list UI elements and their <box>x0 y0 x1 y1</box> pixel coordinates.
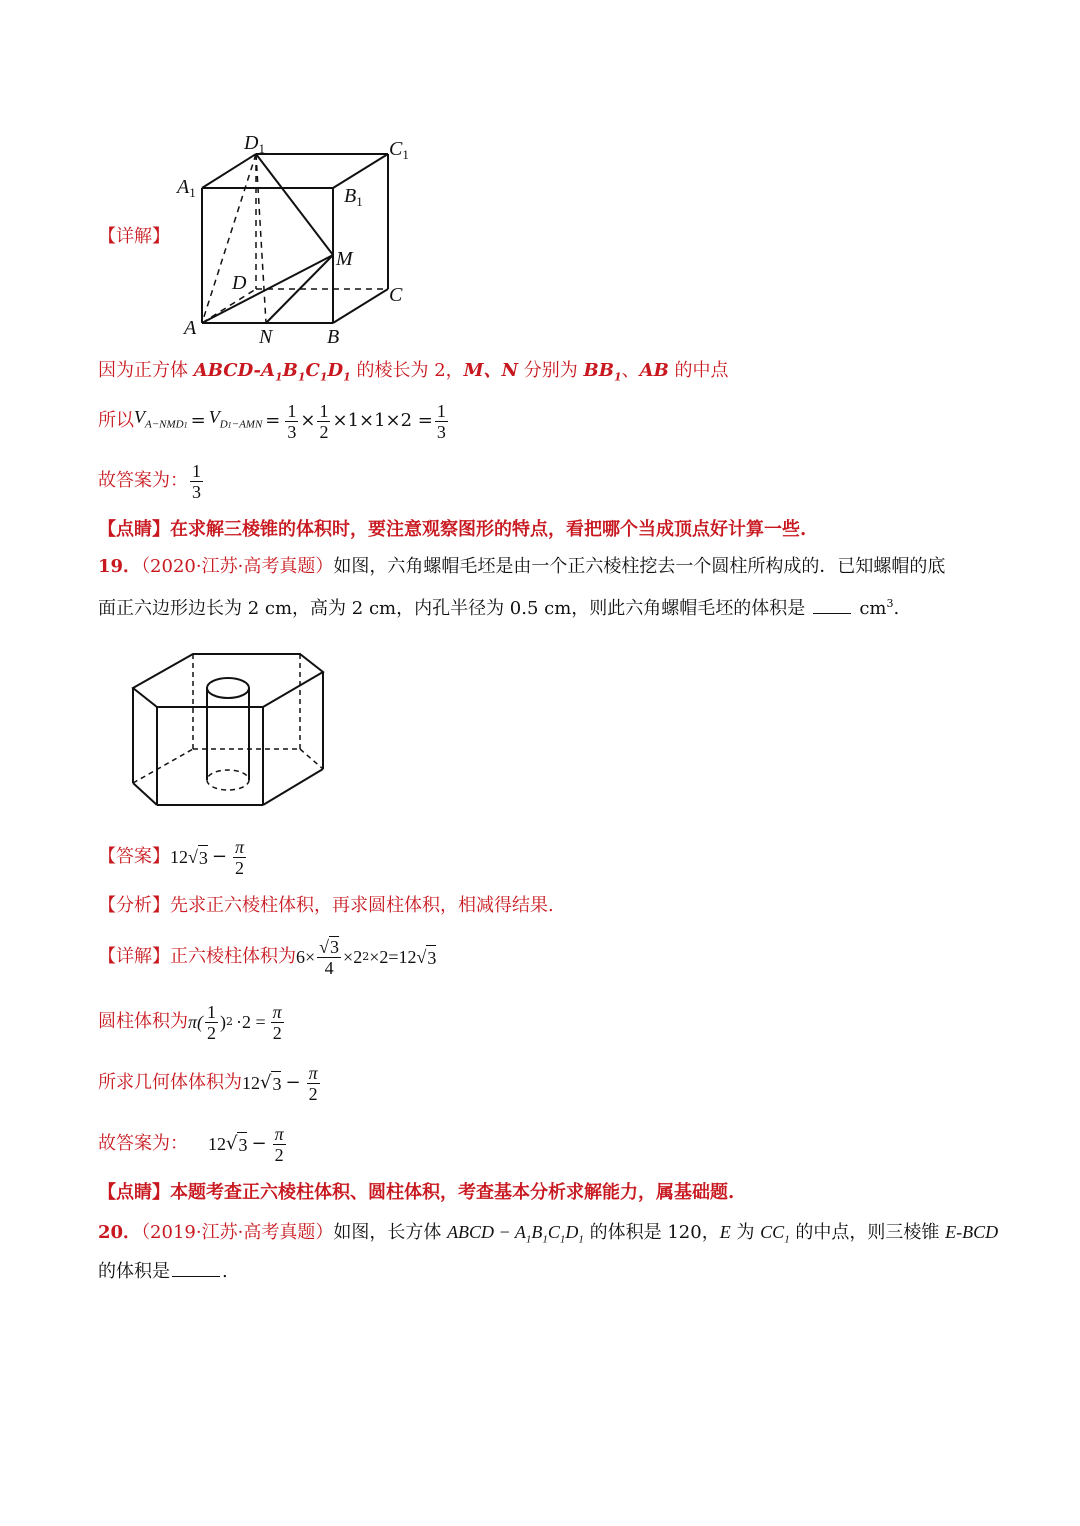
q19-tip: 【点睛】本题考查正六棱柱体积、圆柱体积，考查基本分析求解能力，属基础题. <box>98 1182 735 1203</box>
q19-line1: 19．（2020·江苏·高考真题）如图，六角螺帽毛坯是由一个正六棱柱挖去一个圆柱所构成的．已知螺帽的底 <box>98 556 946 577</box>
q20-line1: 20．（2019·江苏·高考真题）如图，长方体 ABCD − $A_1B_1C_1D_1$ 的体积是 120，E 为 $CC_1$ 的中点，则三棱锥 E-BCD <box>98 1222 999 1246</box>
cube-figure <box>170 125 430 355</box>
label-C1: $C_1$ <box>389 138 409 162</box>
answer-blank-20 <box>172 1260 220 1277</box>
q19-cylinder: 圆柱体积为 π( $\frac{1}{2}$ ) 2 ·2 = $\frac{\pi}{2}$ <box>98 1001 282 1043</box>
q19-line2: 面正六边形边长为 2 cm，高为 2 cm，内孔半径为 0.5 cm，则此六角螺帽毛坯的体积是 $cm^3$. <box>98 597 900 619</box>
answer-blank <box>813 597 851 614</box>
s18-answer: 故答案为： $\frac{1}{3}$ <box>98 460 201 502</box>
hex-nut-figure <box>125 645 360 815</box>
hex-nut-svg <box>125 645 360 815</box>
label-D: D <box>232 272 247 294</box>
q19-final: 故答案为： 12 √ 3 − $\frac{\pi}{2}$ <box>98 1123 284 1165</box>
label-M: M <box>336 248 353 270</box>
s18-line1: 因为正方体 ABCD-$A_1B_1C_1D_1$ 的棱长为 2，M、N 分别为 $BB_1$、AB 的中点 <box>98 360 729 384</box>
q20-line2: 的体积是 . <box>98 1261 228 1282</box>
label-D1: $D_1$ <box>244 132 265 156</box>
label-C: C <box>389 284 403 306</box>
q19-analysis: 【分析】先求正六棱柱体积，再求圆柱体积，相减得结果. <box>98 895 554 916</box>
label-B1: $B_1$ <box>344 185 363 209</box>
label-A: A <box>184 317 197 339</box>
cube-svg <box>170 125 430 355</box>
q19-total: 所求几何体体积为 12 √ 3 − $\frac{\pi}{2}$ <box>98 1062 318 1104</box>
label-B: B <box>327 326 340 348</box>
label-N: N <box>259 326 273 348</box>
q19-detail: 【详解】 正六棱柱体积为 6× $\frac{√3}{4}$ ×2 2 ×2=12 √ 3 <box>98 936 437 978</box>
s18-line2: 所以 $V_{A-NMD1}$ = $V_{D1-AMN}$ = $\frac{1}{3}$ × $\frac{1}{2}$ ×1×1×2 = $\frac{1}{3}$ <box>98 400 446 442</box>
s18-tip: 【点睛】在求解三棱锥的体积时，要注意观察图形的特点，看把哪个当成顶点好计算一些. <box>98 519 807 540</box>
q19-answer: 【答案】 12 √ 3 − $\frac{\pi}{2}$ <box>98 836 245 878</box>
s18-detail-tag: 【详解】 <box>98 226 170 247</box>
label-A1: $A_1$ <box>177 176 196 200</box>
